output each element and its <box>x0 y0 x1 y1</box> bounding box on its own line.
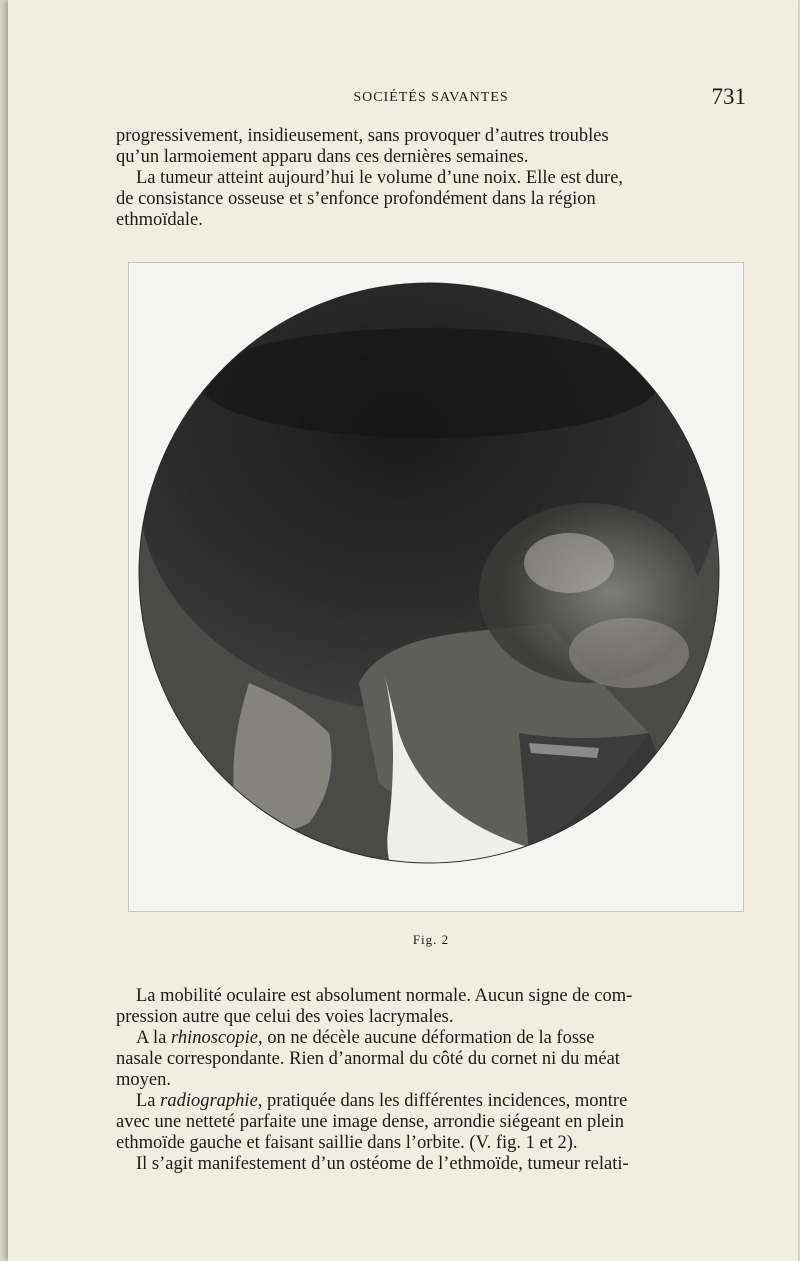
text-line: progressivement, insidieusement, sans provoquer d’autres troubles <box>116 126 609 146</box>
italic-term: radiographie <box>160 1091 258 1111</box>
top-paragraph <box>116 126 746 231</box>
text-line: ethmoïdale. <box>116 210 203 230</box>
text-line: de consistance osseuse et s’enfonce profondément dans la région <box>116 189 596 209</box>
text-line: pression autre que celui des voies lacrymales. <box>116 1007 454 1027</box>
italic-term: rhinoscopie <box>170 1028 258 1048</box>
text-run: , pratiquée dans les différentes incidences, montre <box>257 1091 628 1111</box>
page-header <box>116 84 746 114</box>
text-line: La mobilité oculaire est absolument normale. Aucun signe de com- <box>136 986 633 1006</box>
text-line <box>116 1091 746 1112</box>
running-title: SOCIÉTÉS SAVANTES <box>353 90 509 105</box>
text-run: La <box>136 1091 161 1111</box>
figure-caption: Fig. 2 <box>412 932 450 947</box>
radiograph-image <box>129 263 743 911</box>
text-line: avec une netteté parfaite une image dense, arrondie siégeant en plein <box>116 1112 624 1132</box>
text-run: A la <box>136 1028 171 1048</box>
text-line: nasale correspondante. Rien d’anormal du côté du cornet ni du méat <box>116 1049 620 1069</box>
book-page <box>8 0 798 1261</box>
text-line: ethmoïde gauche et faisant saillie dans l’orbite. (V. fig. 1 et 2). <box>116 1133 578 1153</box>
radiograph-figure <box>128 262 744 912</box>
text-line: moyen. <box>116 1070 171 1090</box>
page-number: 731 <box>711 84 746 109</box>
text-run: , on ne décèle aucune déformation de la fosse <box>257 1028 595 1048</box>
bottom-paragraphs <box>116 986 746 1175</box>
text-line: qu’un larmoiement apparu dans ces dernières semaines. <box>116 147 529 167</box>
text-line <box>116 1028 746 1049</box>
text-line: Il s’agit manifestement d’un ostéome de l’ethmoïde, tumeur relati- <box>136 1154 629 1174</box>
text-line: La tumeur atteint aujourd’hui le volume d’une noix. Elle est dure, <box>136 168 624 188</box>
